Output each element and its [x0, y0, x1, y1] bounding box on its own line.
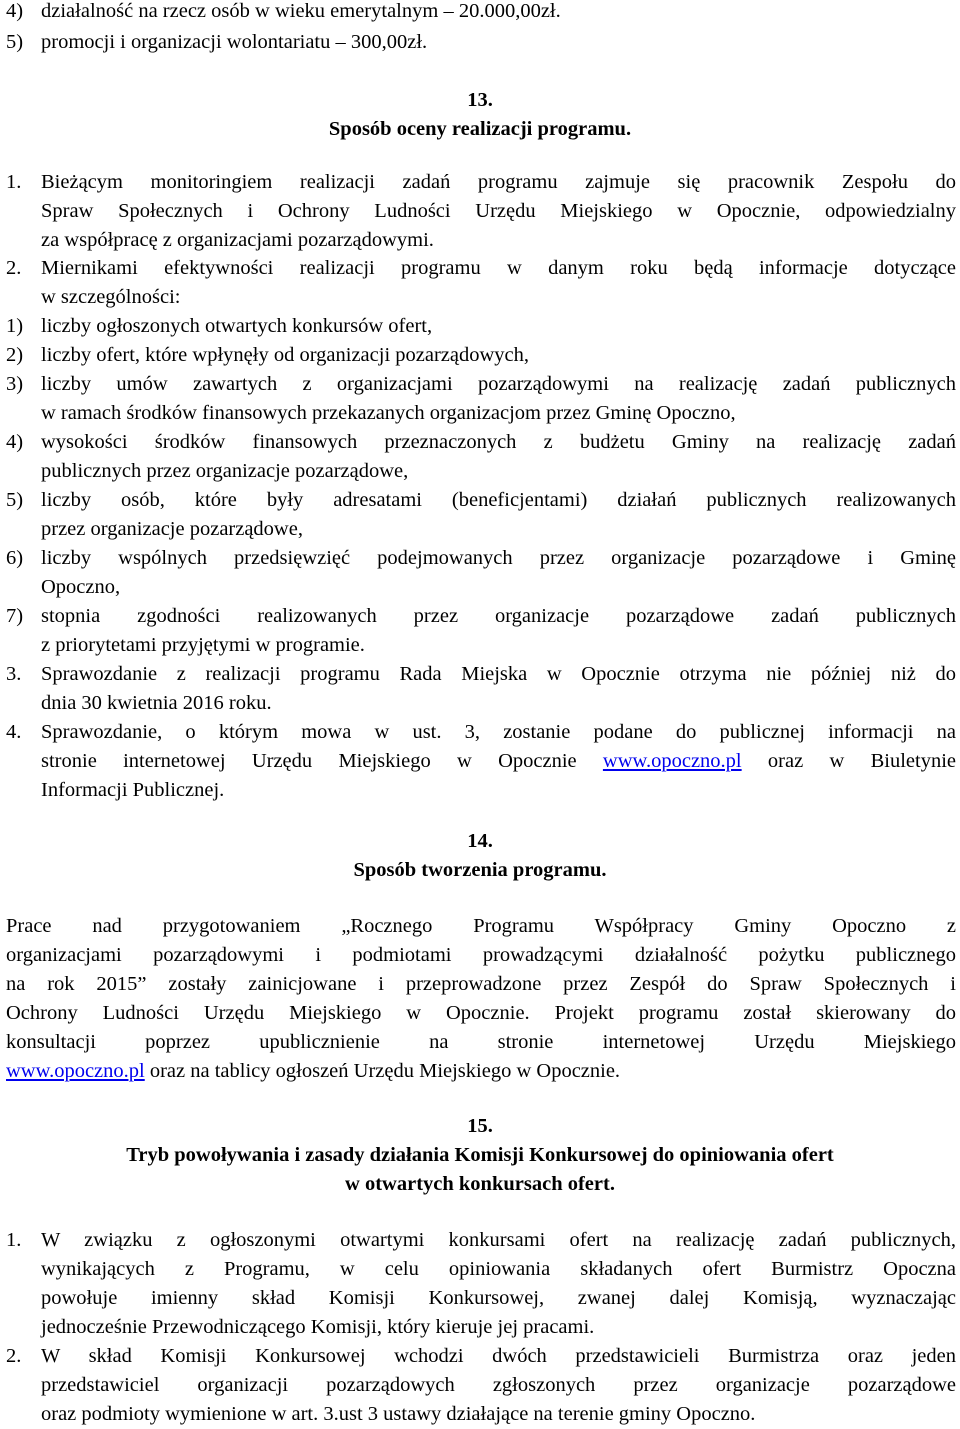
paragraph-number: 1.	[6, 171, 22, 193]
paragraph-line: za współpracę z organizacjami pozarządowymi.	[41, 229, 434, 251]
paragraph-line: Spraw Społecznych i Ochrony Ludności Urzędu Miejskiego w Opocznie, odpowiedzialny	[41, 200, 956, 222]
sub-list-line: stopnia zgodności realizowanych przez organizacje pozarządowe zadań publicznych	[41, 605, 956, 627]
paragraph-line: Ochrony Ludności Urzędu Miejskiego w Opocznie. Projekt programu został skierowany do	[6, 1002, 956, 1024]
sub-list-line: liczby ogłoszonych otwartych konkursów ofert,	[41, 315, 433, 337]
sub-list-number: 6)	[6, 547, 24, 569]
section-title	[0, 115, 960, 144]
paragraph-line: powołuje imienny skład Komisji Konkursowej, zwanej dalej Komisją, wyznaczając	[41, 1287, 956, 1309]
sub-list-number: 4)	[6, 431, 24, 453]
paragraph-line: W skład Komisji Konkursowej wchodzi dwóch przedstawicieli Burmistrza oraz jeden	[41, 1345, 956, 1367]
sub-list-line: z priorytetami przyjętymi w programie.	[41, 634, 365, 656]
list-number: 4)	[6, 0, 24, 22]
sub-list-line: liczby wspólnych przedsięwzięć podejmowanych przez organizacje pozarządowe i Gminę	[41, 547, 956, 569]
list-text: promocji i organizacji wolontariatu – 300,00zł.	[41, 31, 428, 53]
paragraph-line: Sprawozdanie z realizacji programu Rada Miejska w Opocznie otrzyma nie później niż do	[41, 663, 956, 685]
paragraph-number: 3.	[6, 663, 22, 685]
paragraph-line: Informacji Publicznej.	[41, 779, 225, 801]
paragraph-number: 2.	[6, 1345, 22, 1367]
sub-list-line: publicznych przez organizacje pozarządowe,	[41, 460, 409, 482]
paragraph-number: 4.	[6, 721, 22, 743]
paragraph-line: oraz podmioty wymienione w art. 3.ust 3 ustawy działające na terenie gminy Opoczno.	[41, 1403, 756, 1425]
paragraph-line: konsultacji poprzez upublicznienie na stronie internetowej Urzędu Miejskiego	[6, 1031, 956, 1053]
section-title	[0, 856, 960, 885]
sub-list-line: liczby osób, które były adresatami (beneficjentami) działań publicznych realizowanych	[41, 489, 956, 511]
line-text: stronie internetowej Urzędu Miejskiego w Opocznie	[41, 750, 603, 772]
paragraph-line	[41, 747, 956, 776]
paragraph-line: jednocześnie Przewodniczącego Komisji, który kieruje jej pracami.	[41, 1316, 595, 1338]
paragraph-number: 1.	[6, 1229, 22, 1251]
paragraph-line: Sprawozdanie, o którym mowa w ust. 3, zostanie podane do publicznej informacji na	[41, 721, 956, 743]
line-text: oraz w Biuletynie	[741, 750, 956, 772]
sub-list-number: 7)	[6, 605, 24, 627]
section-number-text: 15.	[467, 1115, 493, 1137]
paragraph-line: Prace nad przygotowaniem „Rocznego Programu Współpracy Gminy Opoczno z	[6, 915, 956, 937]
paragraph-line: na rok 2015” zostały zainicjowane i przeprowadzone przez Zespół do Spraw Społecznych i	[6, 973, 956, 995]
list-text: działalność na rzecz osób w wieku emerytalnym – 20.000,00zł.	[41, 0, 561, 22]
paragraph-line: dnia 30 kwietnia 2016 roku.	[41, 692, 272, 714]
list-number: 5)	[6, 31, 24, 53]
sub-list-line: przez organizacje pozarządowe,	[41, 518, 303, 540]
sub-list-number: 1)	[6, 315, 24, 337]
section-number	[0, 827, 960, 856]
sub-list-line: w ramach środków finansowych przekazanych organizacjom przez Gminę Opoczno,	[41, 402, 736, 424]
section-number-text: 14.	[467, 830, 493, 852]
section-number	[0, 86, 960, 115]
section-number	[0, 1112, 960, 1141]
sub-list-line: liczby umów zawartych z organizacjami pozarządowymi na realizację zadań publicznych	[41, 373, 956, 395]
sub-list-line: Opoczno,	[41, 576, 121, 598]
sub-list-number: 5)	[6, 489, 24, 511]
paragraph-line: Miernikami efektywności realizacji programu w danym roku będą informacje dotyczące	[41, 257, 956, 279]
section-number-text: 13.	[467, 89, 493, 111]
section-title-text: Sposób oceny realizacji programu.	[328, 118, 632, 140]
website-link[interactable]: www.opoczno.pl	[602, 750, 742, 772]
sub-list-number: 2)	[6, 344, 24, 366]
paragraph-line: Bieżącym monitoringiem realizacji zadań programu zajmuje się pracownik Zespołu do	[41, 171, 956, 193]
sub-list-line: wysokości środków finansowych przeznaczonych z budżetu Gminy na realizację zadań	[41, 431, 956, 453]
sub-list-line: liczby ofert, które wpłynęły od organizacji pozarządowych,	[41, 344, 530, 366]
paragraph-number: 2.	[6, 257, 22, 279]
paragraph	[6, 912, 956, 1086]
website-link[interactable]: www.opoczno.pl	[6, 1060, 145, 1082]
paragraph-line	[6, 1057, 956, 1086]
paragraph-line: w szczególności:	[41, 286, 181, 308]
line-text: oraz na tablicy ogłoszeń Urzędu Miejskiego w Opocznie.	[144, 1060, 621, 1082]
paragraph-line: przedstawiciel organizacji pozarządowych zgłoszonych przez organizacje pozarządowe	[41, 1374, 956, 1396]
sub-list-number: 3)	[6, 373, 24, 395]
section-title-text: Sposób tworzenia programu.	[353, 859, 607, 881]
paragraph-line: organizacjami pozarządowymi i podmiotami prowadzącymi działalność pożytku publicznego	[6, 944, 956, 966]
paragraph-line: wynikających z Programu, w celu opiniowania składanych ofert Burmistrz Opoczna	[41, 1258, 956, 1280]
paragraph-line: W związku z ogłoszonymi otwartymi konkursami ofert na realizację zadań publicznych,	[41, 1229, 956, 1251]
section-title-line: Tryb powoływania i zasady działania Komisji Konkursowej do opiniowania ofert	[126, 1144, 834, 1166]
section-title-line: w otwartych konkursach ofert.	[345, 1173, 615, 1195]
section-title	[0, 1141, 960, 1199]
